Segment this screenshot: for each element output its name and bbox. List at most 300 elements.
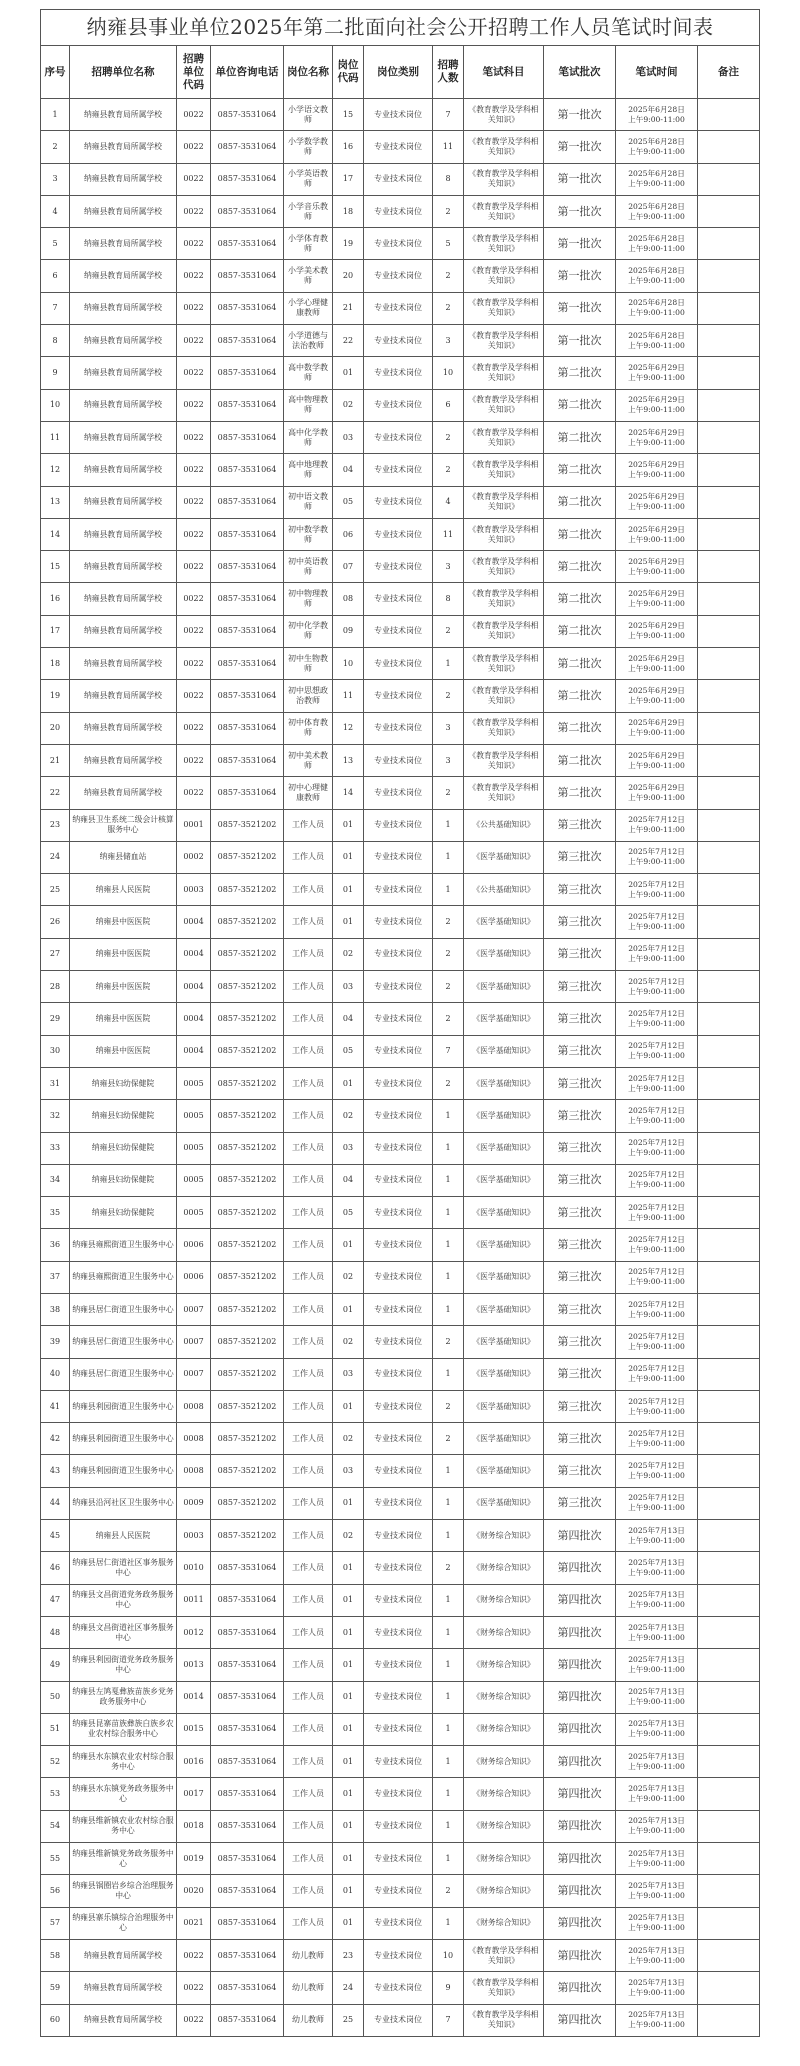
org-name: 纳雍县教育局所属学校 xyxy=(70,260,177,292)
exam-batch: 第三批次 xyxy=(544,1067,616,1099)
post-name: 工作人员 xyxy=(284,1132,333,1164)
note xyxy=(698,518,760,550)
note xyxy=(698,1972,760,2004)
post-category: 专业技术岗位 xyxy=(364,131,433,163)
exam-schedule-table xyxy=(40,9,760,2037)
hire-count: 7 xyxy=(433,2004,464,2036)
exam-date: 2025年6月29日 xyxy=(628,685,685,695)
row-no: 37 xyxy=(41,1261,70,1293)
exam-batch: 第一批次 xyxy=(544,325,616,357)
post-code: 01 xyxy=(333,1810,364,1842)
org-code: 0005 xyxy=(177,1197,211,1229)
note xyxy=(698,1100,760,1132)
table-row xyxy=(41,1197,760,1229)
exam-batch: 第四批次 xyxy=(544,2004,616,2036)
row-no: 23 xyxy=(41,809,70,841)
exam-batch: 第三批次 xyxy=(544,1261,616,1293)
row-no: 35 xyxy=(41,1197,70,1229)
header-col-no: 序号 xyxy=(41,46,70,99)
exam-date: 2025年6月29日 xyxy=(628,782,685,792)
phone: 0857-3531064 xyxy=(211,1681,284,1713)
exam-date: 2025年7月13日 xyxy=(628,1525,685,1535)
table-row xyxy=(41,1520,760,1552)
org-code: 0012 xyxy=(177,1616,211,1648)
exam-time xyxy=(616,971,698,1003)
table-row xyxy=(41,195,760,227)
exam-time xyxy=(616,1972,698,2004)
post-code: 01 xyxy=(333,874,364,906)
post-name: 工作人员 xyxy=(284,1616,333,1648)
post-category: 专业技术岗位 xyxy=(364,195,433,227)
exam-date: 2025年7月13日 xyxy=(628,1687,685,1697)
org-name: 纳雍县中医医院 xyxy=(70,938,177,970)
exam-schedule-sheet xyxy=(40,9,759,2037)
org-name: 纳雍县人民医院 xyxy=(70,1520,177,1552)
exam-subject: 《财务综合知识》 xyxy=(464,1552,544,1584)
exam-subject: 《财务综合知识》 xyxy=(464,1520,544,1552)
exam-subject: 《财务综合知识》 xyxy=(464,1843,544,1875)
exam-hours: 上午9:00-11:00 xyxy=(628,825,685,835)
phone: 0857-3531064 xyxy=(211,1939,284,1971)
org-code: 0022 xyxy=(177,518,211,550)
exam-hours: 上午9:00-11:00 xyxy=(628,1729,685,1739)
hire-count: 1 xyxy=(433,1778,464,1810)
org-name: 纳雍县维新镇农业农村综合服务中心 xyxy=(70,1810,177,1842)
org-name: 纳雍县居仁街道卫生服务中心 xyxy=(70,1358,177,1390)
post-code: 01 xyxy=(333,1681,364,1713)
exam-hours: 上午9:00-11:00 xyxy=(628,1018,685,1028)
phone: 0857-3531064 xyxy=(211,1907,284,1939)
hire-count: 3 xyxy=(433,551,464,583)
row-no: 41 xyxy=(41,1390,70,1422)
hire-count: 2 xyxy=(433,1326,464,1358)
note xyxy=(698,971,760,1003)
note xyxy=(698,1649,760,1681)
post-code: 03 xyxy=(333,421,364,453)
post-code: 01 xyxy=(333,1067,364,1099)
post-code: 01 xyxy=(333,1229,364,1261)
row-no: 2 xyxy=(41,131,70,163)
phone: 0857-3531064 xyxy=(211,712,284,744)
row-no: 31 xyxy=(41,1067,70,1099)
exam-date: 2025年7月13日 xyxy=(628,1784,685,1794)
post-category: 专业技术岗位 xyxy=(364,809,433,841)
post-name: 小学数学教师 xyxy=(284,131,333,163)
exam-batch: 第二批次 xyxy=(544,777,616,809)
phone: 0857-3531064 xyxy=(211,777,284,809)
post-code: 06 xyxy=(333,518,364,550)
exam-batch: 第三批次 xyxy=(544,809,616,841)
post-name: 小学音乐教师 xyxy=(284,195,333,227)
phone: 0857-3531064 xyxy=(211,1616,284,1648)
table-row xyxy=(41,1487,760,1519)
org-name: 纳雍县雍熙街道卫生服务中心 xyxy=(70,1229,177,1261)
row-no: 38 xyxy=(41,1293,70,1325)
row-no: 32 xyxy=(41,1100,70,1132)
exam-batch: 第一批次 xyxy=(544,292,616,324)
post-category: 专业技术岗位 xyxy=(364,938,433,970)
phone: 0857-3531064 xyxy=(211,389,284,421)
exam-date: 2025年6月29日 xyxy=(628,363,685,373)
exam-date: 2025年7月13日 xyxy=(628,1654,685,1664)
exam-hours: 上午9:00-11:00 xyxy=(628,2020,685,2030)
post-category: 专业技术岗位 xyxy=(364,389,433,421)
post-category: 专业技术岗位 xyxy=(364,1261,433,1293)
exam-subject: 《医学基础知识》 xyxy=(464,938,544,970)
row-no: 30 xyxy=(41,1035,70,1067)
exam-subject: 《医学基础知识》 xyxy=(464,841,544,873)
header-col-org: 招聘单位名称 xyxy=(70,46,177,99)
post-name: 工作人员 xyxy=(284,1229,333,1261)
org-name: 纳雍县中医医院 xyxy=(70,1003,177,1035)
exam-subject: 《财务综合知识》 xyxy=(464,1875,544,1907)
row-no: 60 xyxy=(41,2004,70,2036)
hire-count: 2 xyxy=(433,1390,464,1422)
exam-date: 2025年7月12日 xyxy=(628,912,685,922)
row-no: 36 xyxy=(41,1229,70,1261)
post-code: 07 xyxy=(333,551,364,583)
post-code: 24 xyxy=(333,1972,364,2004)
table-row xyxy=(41,1067,760,1099)
row-no: 19 xyxy=(41,680,70,712)
exam-date: 2025年7月12日 xyxy=(628,1138,685,1148)
row-no: 1 xyxy=(41,99,70,131)
org-code: 0004 xyxy=(177,971,211,1003)
exam-subject: 《教育教学及学科相关知识》 xyxy=(464,615,544,647)
exam-hours: 上午9:00-11:00 xyxy=(628,760,685,770)
exam-hours: 上午9:00-11:00 xyxy=(628,1245,685,1255)
exam-hours: 上午9:00-11:00 xyxy=(628,1794,685,1804)
exam-hours: 上午9:00-11:00 xyxy=(628,114,685,124)
exam-batch: 第二批次 xyxy=(544,357,616,389)
exam-date: 2025年7月12日 xyxy=(628,847,685,857)
post-category: 专业技术岗位 xyxy=(364,712,433,744)
post-code: 01 xyxy=(333,1616,364,1648)
exam-time xyxy=(616,1810,698,1842)
hire-count: 10 xyxy=(433,1939,464,1971)
exam-batch: 第二批次 xyxy=(544,615,616,647)
exam-time xyxy=(616,292,698,324)
hire-count: 2 xyxy=(433,292,464,324)
phone: 0857-3531064 xyxy=(211,228,284,260)
row-no: 13 xyxy=(41,486,70,518)
post-category: 专业技术岗位 xyxy=(364,421,433,453)
note xyxy=(698,1358,760,1390)
hire-count: 1 xyxy=(433,1681,464,1713)
org-code: 0022 xyxy=(177,551,211,583)
exam-date: 2025年7月12日 xyxy=(628,1202,685,1212)
post-category: 专业技术岗位 xyxy=(364,2004,433,2036)
exam-batch: 第四批次 xyxy=(544,1907,616,1939)
hire-count: 1 xyxy=(433,1229,464,1261)
post-code: 11 xyxy=(333,680,364,712)
row-no: 50 xyxy=(41,1681,70,1713)
phone: 0857-3521202 xyxy=(211,1358,284,1390)
exam-time xyxy=(616,99,698,131)
exam-hours: 上午9:00-11:00 xyxy=(628,599,685,609)
exam-date: 2025年6月29日 xyxy=(628,395,685,405)
hire-count: 6 xyxy=(433,389,464,421)
post-category: 专业技术岗位 xyxy=(364,1552,433,1584)
hire-count: 1 xyxy=(433,1649,464,1681)
hire-count: 2 xyxy=(433,1423,464,1455)
row-no: 43 xyxy=(41,1455,70,1487)
org-code: 0022 xyxy=(177,2004,211,2036)
row-no: 45 xyxy=(41,1520,70,1552)
post-category: 专业技术岗位 xyxy=(364,1423,433,1455)
exam-subject: 《教育教学及学科相关知识》 xyxy=(464,292,544,324)
table-row xyxy=(41,1035,760,1067)
row-no: 54 xyxy=(41,1810,70,1842)
post-code: 04 xyxy=(333,454,364,486)
exam-hours: 上午9:00-11:00 xyxy=(628,469,685,479)
exam-batch: 第三批次 xyxy=(544,1423,616,1455)
exam-time xyxy=(616,195,698,227)
table-row xyxy=(41,1132,760,1164)
org-code: 0022 xyxy=(177,357,211,389)
table-row xyxy=(41,583,760,615)
note xyxy=(698,389,760,421)
org-code: 0022 xyxy=(177,325,211,357)
hire-count: 4 xyxy=(433,486,464,518)
post-code: 02 xyxy=(333,1326,364,1358)
post-code: 05 xyxy=(333,1035,364,1067)
exam-hours: 上午9:00-11:00 xyxy=(628,308,685,318)
phone: 0857-3531064 xyxy=(211,454,284,486)
exam-hours: 上午9:00-11:00 xyxy=(628,373,685,383)
row-no: 47 xyxy=(41,1584,70,1616)
hire-count: 1 xyxy=(433,1520,464,1552)
org-name: 纳雍县教育局所属学校 xyxy=(70,163,177,195)
exam-time xyxy=(616,163,698,195)
post-name: 工作人员 xyxy=(284,1552,333,1584)
exam-subject: 《公共基础知识》 xyxy=(464,809,544,841)
hire-count: 1 xyxy=(433,1843,464,1875)
org-code: 0016 xyxy=(177,1746,211,1778)
phone: 0857-3531064 xyxy=(211,551,284,583)
table-row xyxy=(41,906,760,938)
phone: 0857-3521202 xyxy=(211,809,284,841)
note xyxy=(698,1520,760,1552)
exam-subject: 《财务综合知识》 xyxy=(464,1907,544,1939)
exam-batch: 第三批次 xyxy=(544,906,616,938)
table-row xyxy=(41,1907,760,1939)
exam-subject: 《医学基础知识》 xyxy=(464,1067,544,1099)
hire-count: 1 xyxy=(433,1584,464,1616)
exam-batch: 第四批次 xyxy=(544,1552,616,1584)
exam-hours: 上午9:00-11:00 xyxy=(628,922,685,932)
exam-hours: 上午9:00-11:00 xyxy=(628,1212,685,1222)
hire-count: 2 xyxy=(433,615,464,647)
org-code: 0003 xyxy=(177,874,211,906)
org-name: 纳雍县居仁街道卫生服务中心 xyxy=(70,1326,177,1358)
post-code: 05 xyxy=(333,1197,364,1229)
exam-batch: 第一批次 xyxy=(544,163,616,195)
exam-date: 2025年6月28日 xyxy=(628,330,685,340)
note xyxy=(698,1423,760,1455)
post-code: 08 xyxy=(333,583,364,615)
exam-subject: 《教育教学及学科相关知识》 xyxy=(464,648,544,680)
exam-hours: 上午9:00-11:00 xyxy=(628,502,685,512)
org-name: 纳雍县利园街道党务政务服务中心 xyxy=(70,1649,177,1681)
phone: 0857-3521202 xyxy=(211,1390,284,1422)
post-code: 01 xyxy=(333,906,364,938)
org-name: 纳雍县教育局所属学校 xyxy=(70,615,177,647)
org-name: 纳雍县水东镇农业农村综合服务中心 xyxy=(70,1746,177,1778)
exam-time xyxy=(616,1035,698,1067)
post-name: 初中数学教师 xyxy=(284,518,333,550)
exam-time xyxy=(616,551,698,583)
hire-count: 1 xyxy=(433,1132,464,1164)
phone: 0857-3531064 xyxy=(211,648,284,680)
post-code: 01 xyxy=(333,1746,364,1778)
hire-count: 1 xyxy=(433,1713,464,1745)
exam-date: 2025年7月12日 xyxy=(628,944,685,954)
post-code: 14 xyxy=(333,777,364,809)
exam-time xyxy=(616,1229,698,1261)
exam-subject: 《医学基础知识》 xyxy=(464,1003,544,1035)
org-code: 0004 xyxy=(177,1035,211,1067)
org-name: 纳雍县妇幼保健院 xyxy=(70,1100,177,1132)
org-code: 0022 xyxy=(177,486,211,518)
post-name: 工作人员 xyxy=(284,1455,333,1487)
post-category: 专业技术岗位 xyxy=(364,1939,433,1971)
table-row xyxy=(41,809,760,841)
hire-count: 2 xyxy=(433,421,464,453)
exam-time xyxy=(616,260,698,292)
exam-batch: 第一批次 xyxy=(544,131,616,163)
post-category: 专业技术岗位 xyxy=(364,906,433,938)
note xyxy=(698,777,760,809)
hire-count: 9 xyxy=(433,1972,464,2004)
post-code: 01 xyxy=(333,1713,364,1745)
post-name: 工作人员 xyxy=(284,1649,333,1681)
post-code: 02 xyxy=(333,389,364,421)
post-category: 专业技术岗位 xyxy=(364,1067,433,1099)
post-category: 专业技术岗位 xyxy=(364,163,433,195)
org-code: 0007 xyxy=(177,1293,211,1325)
phone: 0857-3531064 xyxy=(211,99,284,131)
note xyxy=(698,906,760,938)
org-code: 0004 xyxy=(177,1003,211,1035)
exam-batch: 第二批次 xyxy=(544,421,616,453)
post-code: 02 xyxy=(333,1423,364,1455)
org-code: 0019 xyxy=(177,1843,211,1875)
exam-hours: 上午9:00-11:00 xyxy=(628,1923,685,1933)
hire-count: 1 xyxy=(433,1907,464,1939)
post-category: 专业技术岗位 xyxy=(364,1455,433,1487)
hire-count: 1 xyxy=(433,1100,464,1132)
org-name: 纳雍县教育局所属学校 xyxy=(70,389,177,421)
phone: 0857-3531064 xyxy=(211,1552,284,1584)
exam-time xyxy=(616,1293,698,1325)
post-code: 15 xyxy=(333,99,364,131)
post-code: 01 xyxy=(333,1649,364,1681)
post-code: 09 xyxy=(333,615,364,647)
exam-batch: 第一批次 xyxy=(544,260,616,292)
note xyxy=(698,648,760,680)
post-code: 02 xyxy=(333,1261,364,1293)
phone: 0857-3521202 xyxy=(211,938,284,970)
org-code: 0011 xyxy=(177,1584,211,1616)
row-no: 58 xyxy=(41,1939,70,1971)
row-no: 57 xyxy=(41,1907,70,1939)
org-code: 0001 xyxy=(177,809,211,841)
post-category: 专业技术岗位 xyxy=(364,615,433,647)
post-code: 22 xyxy=(333,325,364,357)
note xyxy=(698,1455,760,1487)
row-no: 15 xyxy=(41,551,70,583)
exam-batch: 第四批次 xyxy=(544,1778,616,1810)
exam-date: 2025年7月12日 xyxy=(628,1235,685,1245)
row-no: 52 xyxy=(41,1746,70,1778)
post-name: 初中体育教师 xyxy=(284,712,333,744)
phone: 0857-3521202 xyxy=(211,1455,284,1487)
exam-hours: 上午9:00-11:00 xyxy=(628,1826,685,1836)
post-category: 专业技术岗位 xyxy=(364,1713,433,1745)
note xyxy=(698,583,760,615)
note xyxy=(698,1843,760,1875)
exam-batch: 第四批次 xyxy=(544,1649,616,1681)
exam-hours: 上午9:00-11:00 xyxy=(628,437,685,447)
exam-subject: 《医学基础知识》 xyxy=(464,1132,544,1164)
row-no: 4 xyxy=(41,195,70,227)
row-no: 27 xyxy=(41,938,70,970)
exam-date: 2025年7月13日 xyxy=(628,1913,685,1923)
header-col-subject: 笔试科目 xyxy=(464,46,544,99)
post-category: 专业技术岗位 xyxy=(364,1390,433,1422)
exam-batch: 第四批次 xyxy=(544,1584,616,1616)
org-name: 纳雍县中医医院 xyxy=(70,971,177,1003)
exam-subject: 《医学基础知识》 xyxy=(464,1197,544,1229)
post-name: 高中数学教师 xyxy=(284,357,333,389)
post-code: 01 xyxy=(333,1293,364,1325)
exam-batch: 第三批次 xyxy=(544,1229,616,1261)
exam-batch: 第四批次 xyxy=(544,1939,616,1971)
exam-batch: 第四批次 xyxy=(544,1972,616,2004)
post-code: 17 xyxy=(333,163,364,195)
org-code: 0022 xyxy=(177,195,211,227)
org-code: 0022 xyxy=(177,389,211,421)
post-name: 高中地理教师 xyxy=(284,454,333,486)
exam-subject: 《医学基础知识》 xyxy=(464,1358,544,1390)
note xyxy=(698,1681,760,1713)
note xyxy=(698,163,760,195)
org-name: 纳雍县维新镇党务政务服务中心 xyxy=(70,1843,177,1875)
org-code: 0006 xyxy=(177,1261,211,1293)
table-row xyxy=(41,712,760,744)
phone: 0857-3531064 xyxy=(211,195,284,227)
post-code: 25 xyxy=(333,2004,364,2036)
note xyxy=(698,1713,760,1745)
exam-hours: 上午9:00-11:00 xyxy=(628,1535,685,1545)
post-category: 专业技术岗位 xyxy=(364,1810,433,1842)
exam-hours: 上午9:00-11:00 xyxy=(628,1471,685,1481)
exam-time xyxy=(616,583,698,615)
exam-time xyxy=(616,1778,698,1810)
exam-date: 2025年6月29日 xyxy=(628,718,685,728)
note xyxy=(698,1067,760,1099)
post-name: 工作人员 xyxy=(284,1713,333,1745)
exam-date: 2025年7月13日 xyxy=(628,1558,685,1567)
exam-hours: 上午9:00-11:00 xyxy=(628,243,685,253)
post-code: 01 xyxy=(333,357,364,389)
exam-hours: 上午9:00-11:00 xyxy=(628,631,685,641)
hire-count: 1 xyxy=(433,1197,464,1229)
phone: 0857-3521202 xyxy=(211,1326,284,1358)
exam-subject: 《教育教学及学科相关知识》 xyxy=(464,712,544,744)
org-name: 纳雍县教育局所属学校 xyxy=(70,454,177,486)
